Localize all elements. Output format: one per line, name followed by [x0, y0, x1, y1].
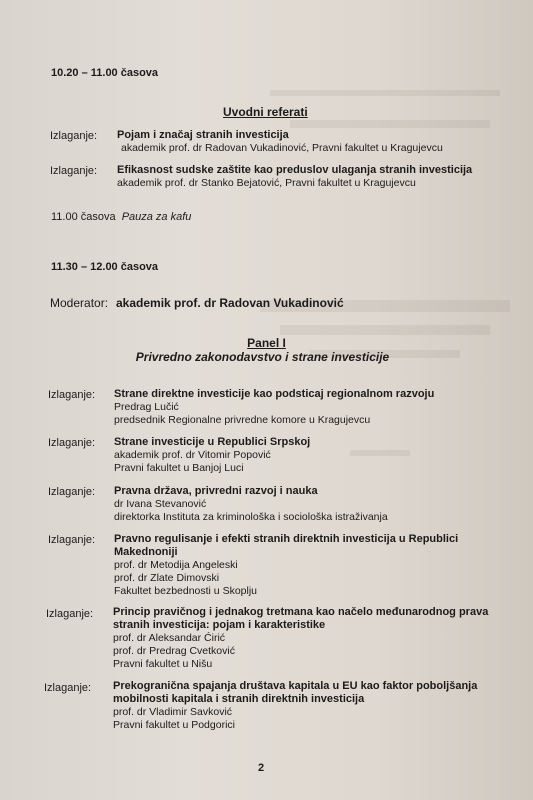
talk-title: Pravna država, privredni razvoj i nauka	[114, 485, 318, 497]
pause-line	[51, 211, 191, 223]
talk-title: Efikasnost sudske zaštite kao preduslov ulaganja stranih investicija	[117, 164, 473, 176]
page-number: 2	[258, 762, 265, 774]
talk-speaker: dr Ivana Stevanović	[114, 498, 207, 510]
intro-heading: Uvodni referati	[223, 105, 308, 119]
panel-talk-6	[113, 680, 477, 732]
moderator-label: Moderator:	[50, 296, 109, 310]
talk-speaker: prof. dr Vladimir Savković	[113, 706, 233, 718]
talk-speaker: prof. dr Zlate Dimovski	[114, 572, 220, 584]
talk-affiliation: Pravni fakultet u Banjoj Luci	[114, 462, 244, 474]
talk-label: Izlaganje:	[48, 486, 96, 498]
talk-speaker: akademik prof. dr Vitomir Popović	[114, 449, 271, 461]
session-time-2: 11.30 – 12.00 časova	[51, 261, 159, 273]
talk-title: Pojam i značaj stranih investicija	[117, 129, 289, 141]
panel-talk-4	[114, 533, 458, 598]
talk-title-cont: mobilnosti kapitala i stranih direktnih investicija	[113, 693, 365, 705]
pause-time: 11.00 časova	[51, 211, 116, 223]
intro-talk-2	[117, 164, 472, 190]
intro-talk-1	[117, 129, 443, 155]
talk-affiliation: Pravni fakultet u Podgorici	[113, 719, 235, 731]
talk-label: Izlaganje:	[46, 608, 94, 620]
talk-label: Izlaganje:	[48, 389, 96, 401]
panel-talk-1	[114, 388, 434, 427]
talk-title: Strane direktne investicije kao podsticaj regionalnom razvoju	[114, 388, 435, 400]
moderator-name: akademik prof. dr Radovan Vukadinović	[116, 296, 344, 310]
panel-subtitle: Privredno zakonodavstvo i strane investicije	[135, 350, 390, 364]
talk-speaker: prof. dr Predrag Cvetković	[113, 645, 235, 657]
panel-talk-2	[114, 436, 310, 475]
talk-title: Prekogranična spajanja društava kapitala u EU kao faktor poboljšanja	[113, 680, 478, 692]
talk-label: Izlaganje:	[48, 437, 96, 449]
talk-affiliation: predsednik Regionalne privredne komore u Kragujevcu	[114, 414, 371, 426]
talk-speaker: Predrag Lučić	[114, 401, 179, 413]
talk-title: Pravno regulisanje i efekti stranih direktnih investicija u Republici	[114, 533, 459, 545]
talk-title-cont: Makednoniji	[114, 546, 178, 558]
panel-talk-3	[114, 485, 388, 524]
talk-label: Izlaganje:	[50, 165, 98, 177]
talk-label: Izlaganje:	[44, 682, 92, 694]
talk-title: Strane investicije u Republici Srpskoj	[114, 436, 311, 448]
talk-label: Izlaganje:	[48, 534, 96, 546]
panel-heading: Panel I	[247, 336, 286, 350]
session-time-1: 10.20 – 11.00 časova	[51, 67, 159, 79]
talk-title: Princip pravičnog i jednakog tretmana kao načelo međunarodnog prava	[113, 606, 489, 618]
talk-speaker: prof. dr Aleksandar Ćirić	[113, 632, 226, 644]
talk-speaker: akademik prof. dr Radovan Vukadinović, Pravni fakultet u Kragujevcu	[121, 142, 443, 154]
talk-affiliation: Fakultet bezbednosti u Skoplju	[114, 585, 258, 597]
panel-talk-5	[113, 606, 488, 671]
talk-affiliation: direktorka Instituta za kriminološka i sociološka istraživanja	[114, 511, 388, 523]
pause-text: Pauza za kafu	[121, 211, 192, 223]
talk-affiliation: Pravni fakultet u Nišu	[113, 658, 213, 670]
talk-speaker: prof. dr Metodija Angeleski	[114, 559, 238, 571]
talk-speaker: akademik prof. dr Stanko Bejatović, Pravni fakultet u Kragujevcu	[117, 177, 416, 189]
talk-title-cont: stranih investicija: pojam i karakteristike	[113, 619, 326, 631]
talk-label: Izlaganje:	[50, 130, 98, 142]
